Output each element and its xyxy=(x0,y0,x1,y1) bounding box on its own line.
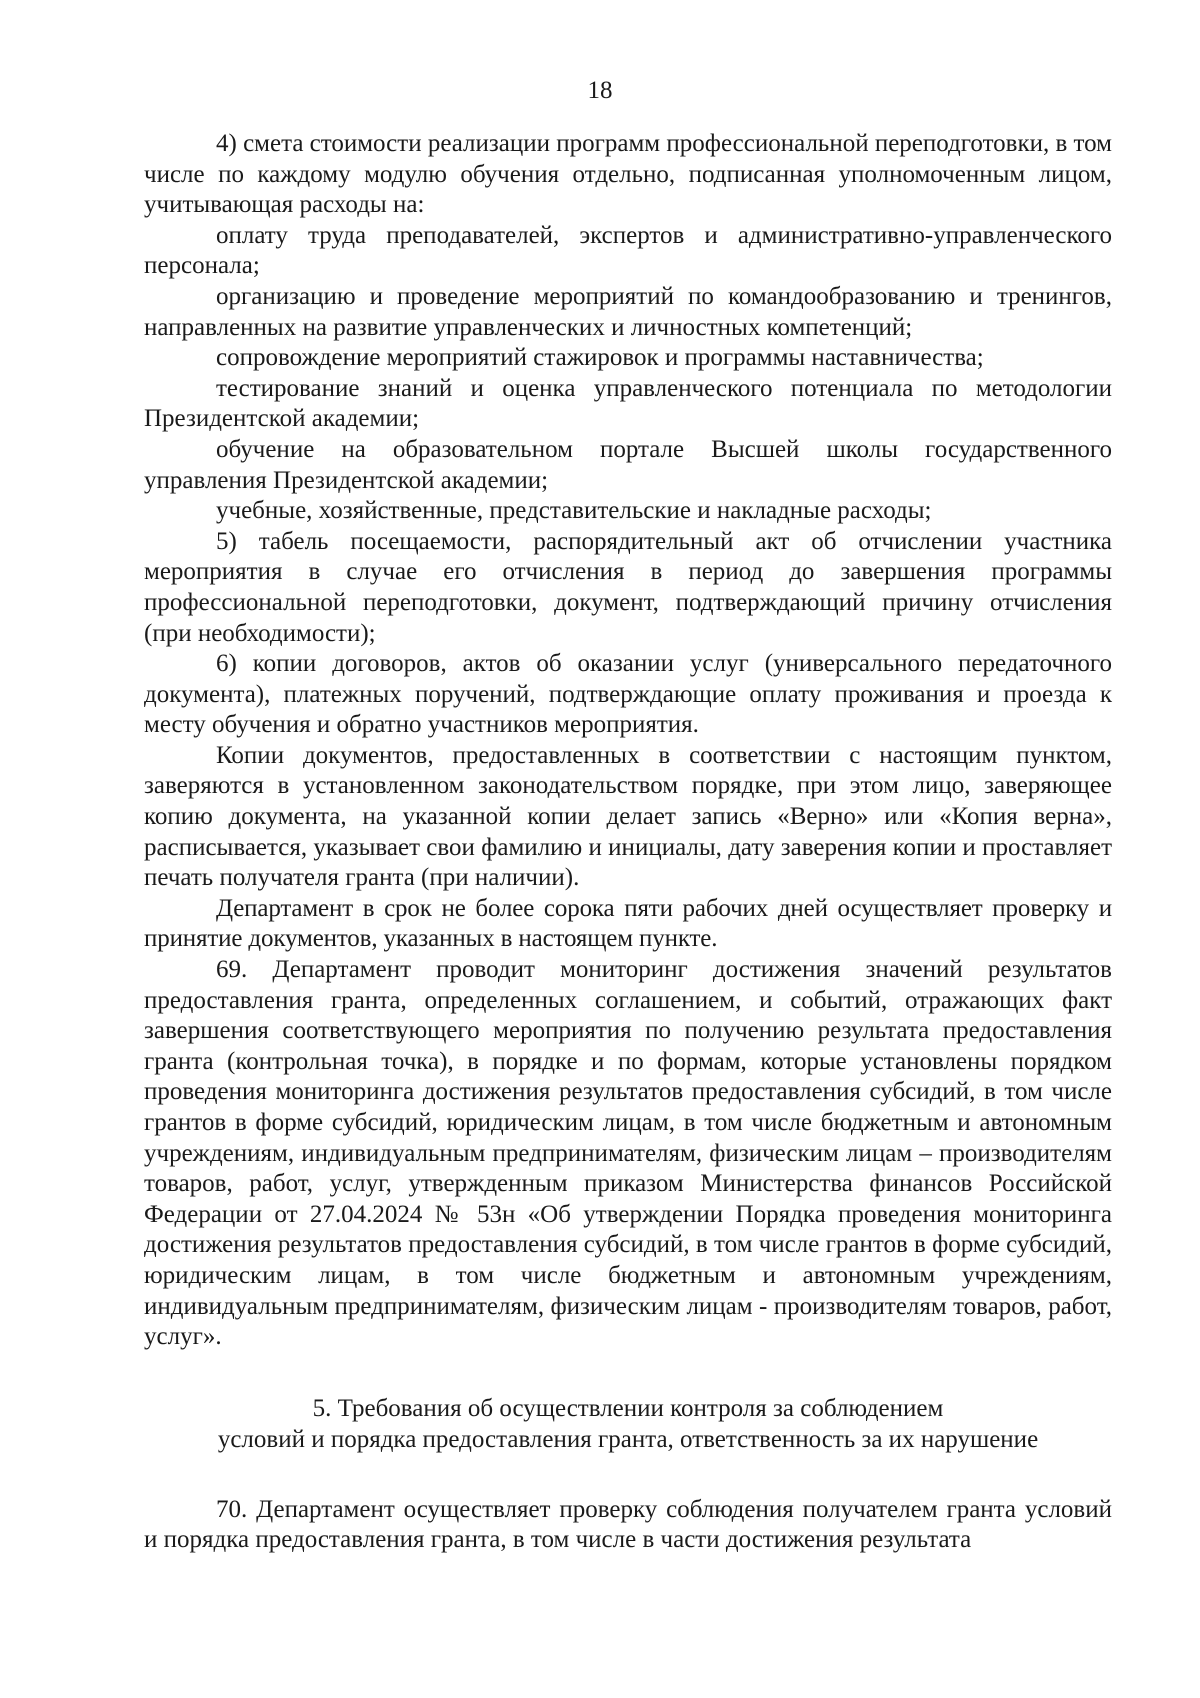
paragraph-overhead: учебные, хозяйственные, представительские и накладные расходы; xyxy=(216,497,932,525)
paragraph-item-4: 4) смета стоимости реализации программ профессиональной переподготовки, в том числе по каждому модулю обучения отдельно, подписанная уполномоченным лицом, учитывающая расходы на: xyxy=(144,130,1112,219)
paragraph-teacher-pay: оплату труда преподавателей, экспертов и административно-управленческого персонала; xyxy=(144,221,1112,280)
paragraph-team-building: организацию и проведение мероприятий по командообразованию и тренингов, направленных на развитие управленческих и личностных компетенций; xyxy=(144,282,1112,341)
section-heading-line-2: условий и порядка предоставления гранта, ответственность за их нарушение xyxy=(217,1425,1039,1453)
paragraph-internships: сопровождение мероприятий стажировок и программы наставничества; xyxy=(216,344,984,372)
paragraph-portal-training: обучение на образовательном портале Высшей школы государственного управления Президентской академии; xyxy=(144,435,1112,494)
paragraph-item-70: 70. Департамент осуществляет проверку соблюдения получателем гранта условий и порядка предоставления гранта, в том числе в части достижения результата xyxy=(144,1495,1112,1554)
paragraph-department-review: Департамент в срок не более сорока пяти рабочих дней осуществляет проверку и принятие документов, указанных в настоящем пункте. xyxy=(144,894,1112,953)
paragraph-item-6: 6) копии договоров, актов об оказании услуг (универсального передаточного документа), платежных поручений, подтверждающие оплату проживания и проезда к месту обучения и обратно участников мероприятия. xyxy=(144,650,1112,739)
paragraph-copies-certification: Копии документов, предоставленных в соответствии с настоящим пунктом, заверяются в установленном законодательством порядке, при этом лицо, заверяющее копию документа, на указанной копии делает запись «Верно» или «Копия верна», расписывается, указывает свои фамилию и инициалы, дату заверения копии и проставляет печать получателя гранта (при наличии). xyxy=(144,741,1112,892)
section-heading-line-1: 5. Требования об осуществлении контроля за соблюдением xyxy=(312,1394,944,1422)
paragraph-item-5: 5) табель посещаемости, распорядительный акт об отчислении участника мероприятия в случае его отчисления в период до завершения программы профессиональной переподготовки, документ, подтверждающий причину отчисления (при необходимости); xyxy=(144,527,1112,647)
document-body xyxy=(144,129,1112,1556)
paragraph-item-69: 69. Департамент проводит мониторинг достижения значений результатов предоставления гранта, определенных соглашением, и событий, отражающих факт завершения соответствующего мероприятия по получению результата предоставления гранта (контрольная точка), в порядке и по формам, которые установлены порядком проведения мониторинга достижения результатов предоставления субсидий, в том числе грантов в форме субсидий, юридическим лицам, в том числе бюджетным и автономным учреждениям, индивидуальным предпринимателям, физическим лицам – производителям товаров, работ, услуг, утвержденным приказом Министерства финансов Российской Федерации от 27.04.2024 № 53н «Об утверждении Порядка проведения мониторинга достижения результатов предоставления субсидий, в том числе грантов в форме субсидий, юридическим лицам, в том числе бюджетным и автономным учреждениям, индивидуальным предпринимателям, физическим лицам - производителям товаров, работ, услуг». xyxy=(144,956,1112,1351)
page-number: 18 xyxy=(587,77,613,104)
paragraph-testing: тестирование знаний и оценка управленческого потенциала по методологии Президентской академии; xyxy=(144,374,1112,433)
section-heading xyxy=(144,1393,1112,1455)
